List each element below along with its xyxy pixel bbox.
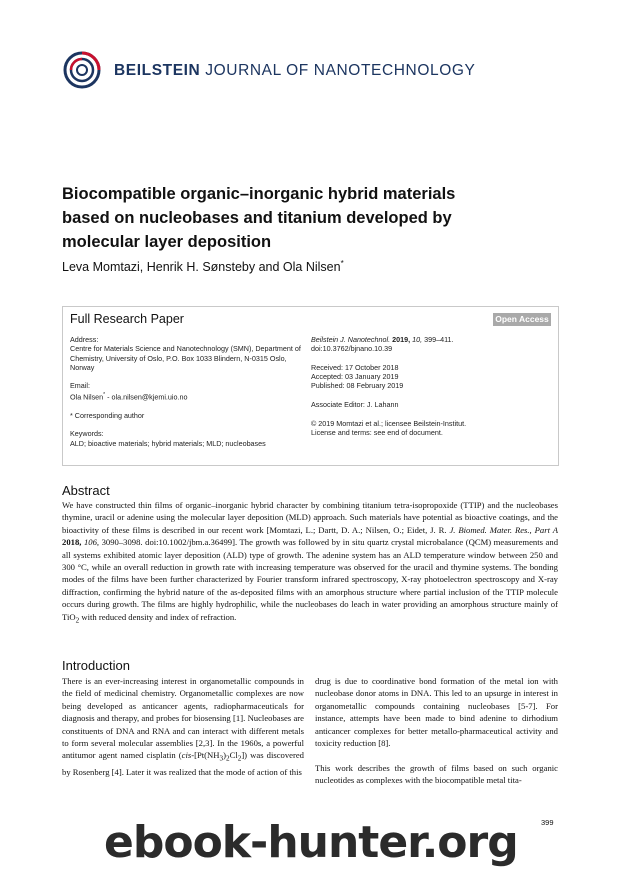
watermark: ebook-hunter.org xyxy=(104,817,518,868)
address-label: Address: xyxy=(70,335,99,344)
copyright: © 2019 Momtazi et al.; licensee Beilstein-Institut. xyxy=(311,418,467,428)
intro-paragraph: There is an ever-increasing interest in organometallic compounds in the field of medicinal chemistry. Organometallic complexes are now being developed as anticancer agents, radiopharmaceuticals for diagnosis and therapy, and probes for biosensing [1]. Nucleobases are constituents of DNA and RNA and can interact with different metals to form several molecular assemblies [2,3]. In the 1960s, a powerful antitumor agent named cisplatin $(cis-[Pt(NH_3)_2Cl_2])$ was discovered by Rosenberg [4]. Later it was realized that the mode of action of this xyxy=(62,676,304,777)
abstract-heading: Abstract xyxy=(62,483,110,498)
page-number: 399 xyxy=(541,818,554,827)
info-left-column xyxy=(70,335,305,448)
paper-type: Full Research Paper xyxy=(70,312,184,326)
intro-left-column xyxy=(62,675,304,778)
open-access-badge[interactable]: Open Access xyxy=(493,313,551,326)
introduction-heading: Introduction xyxy=(62,658,130,673)
article-title: Biocompatible organic–inorganic hybrid materials based on nucleobases and titanium developed by molecular layer deposition xyxy=(62,185,456,251)
accepted-date: Accepted: 03 January 2019 xyxy=(311,372,399,382)
abstract-text: We have constructed thin films of organic–inorganic hybrid character by combining titanium tetra-isopropoxide (TTIP) and the nucleobases thymine, uracil or adenine using the molecular layer deposition (MLD) approach. Such materials have potential as bioactive coatings, and the bioactivity of these films is described in our recent work [Momtazi, L.; Dartt, D. A.; Nilsen, O.; Eidet, J. R. J. Biomed. Mater. Res., Part A 2018, 106, 3090–3098. doi:10.1002/jbm.a.36499]. The growth was followed by in situ quartz crystal microbalance (QCM) measurements and all systems exhibited atomic layer deposition (ALD) type of growth. The adenine system has an ALD temperature window between 250 and 300 °C, while an overall reduction in growth rate with increasing temperature was observed for the uracil and thymine systems. The bonding modes of the films have been further characterized by Fourier transform infrared spectroscopy, X-ray photoelectron spectroscopy and X-ray diffraction, confirming the hybrid nature of the as-deposited films with an amorphous structure where partial inclusion of the TTIP molecule occurs during growth. The films are highly hydrophilic, while the nucleobases do leach in water providing an amorphous structure mainly of TiO$_2$ with reduced density and index of refraction. xyxy=(62,500,559,625)
intro-paragraph: drug is due to coordinative bond formation of the metal ion with nucleobase donor atoms in DNA. This led to an upsurge in interest in organometallic compounds containing nucleobases [5-7]. For instance, attempts have been made to bind adenine to dirhodium anticancer complexes for better metallo-pharmaceutical activity and toxicity reduction [8]. xyxy=(315,676,558,749)
intro-right-column xyxy=(315,675,558,787)
citation: Beilstein J. Nanotechnol. 2019, 10, 399–411. xyxy=(311,335,454,344)
associate-editor: Associate Editor: J. Lahann xyxy=(311,400,399,410)
license-terms[interactable]: License and terms: see end of document. xyxy=(311,427,443,437)
email[interactable]: Ola Nilsen* - ola.nilsen@kjemi.uio.no xyxy=(70,391,188,402)
article-authors: Leva Momtazi, Henrik H. Sønsteby and Ola Nilsen* xyxy=(62,259,344,275)
email-label: Email: xyxy=(70,381,90,391)
address: Centre for Materials Science and Nanotechnology (SMN), Department of Chemistry, University of Oslo, P.O. Box 1033 Blindern, N-0315 Oslo, Norway xyxy=(70,344,301,372)
published-date: Published: 08 February 2019 xyxy=(311,381,404,391)
received-date: Received: 17 October 2018 xyxy=(311,362,399,372)
corresponding-note: * Corresponding author xyxy=(70,410,145,420)
keywords-label: Keywords: xyxy=(70,429,104,439)
info-right-column xyxy=(311,335,551,437)
journal-name: BEILSTEIN JOURNAL OF NANOTECHNOLOGY xyxy=(114,62,476,79)
intro-paragraph: This work describes the growth of films based on such organic nucleotides as complexes with the biocompatible metal tita- xyxy=(315,762,558,786)
doi-link[interactable]: doi:10.3762/bjnano.10.39 xyxy=(311,344,393,354)
keywords: ALD; bioactive materials; hybrid materials; MLD; nucleobases xyxy=(70,438,266,448)
